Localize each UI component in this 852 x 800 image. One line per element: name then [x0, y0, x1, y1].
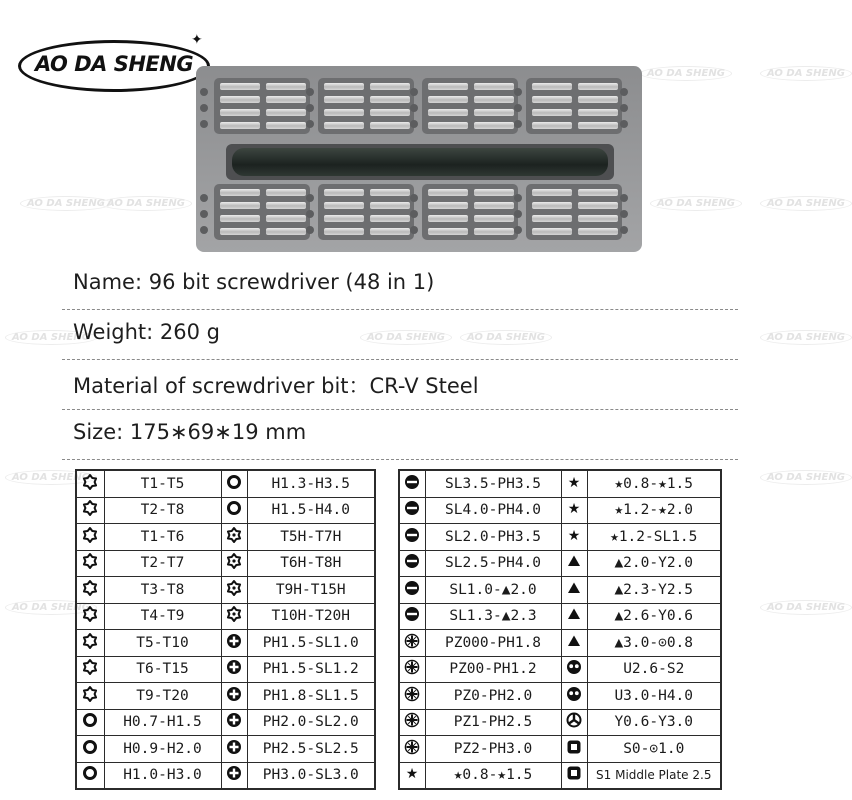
bit-type-cell [76, 762, 104, 789]
bit-size-cell: ▲2.6-Y0.6 [587, 603, 721, 630]
bit-size-cell: ★0.8-★1.5 [587, 470, 721, 497]
watermark: AO DA SHENG [760, 330, 852, 345]
bit-type-cell [76, 497, 104, 524]
pozidriv-icon [404, 633, 420, 653]
screwdriver-bit [474, 228, 514, 235]
watermark: AO DA SHENG [5, 470, 97, 485]
bit-size-cell: SL2.5-PH4.0 [425, 550, 561, 577]
bit-type-cell [561, 736, 587, 763]
spec-divider [62, 309, 738, 310]
screwdriver-bit [428, 202, 468, 209]
two-hole-icon [566, 659, 582, 679]
watermark: AO DA SHENG [100, 196, 192, 211]
bit-size-cell: T5-T10 [104, 630, 221, 657]
table-row [399, 683, 721, 710]
bit-size-cell: ★0.8-★1.5 [425, 762, 561, 789]
screwdriver-bit [324, 109, 364, 116]
screwdriver-bit [266, 109, 306, 116]
torx-hollow-icon [226, 580, 242, 600]
tray-hole [410, 120, 418, 128]
phillips-icon [226, 686, 242, 706]
watermark: AO DA SHENG [760, 66, 852, 81]
tray-hole [306, 210, 314, 218]
bit-type-cell [399, 736, 425, 763]
ring-icon [82, 712, 98, 732]
screwdriver-bit [370, 202, 410, 209]
screwdriver-bit [474, 83, 514, 90]
screwdriver-bit [532, 122, 572, 129]
screwdriver-bit [532, 215, 572, 222]
tray-hole [410, 104, 418, 112]
watermark: AO DA SHENG [20, 196, 112, 211]
screwdriver-bit [474, 215, 514, 222]
bit-size-cell: U2.6-S2 [587, 656, 721, 683]
bit-size-cell: PZ000-PH1.8 [425, 630, 561, 657]
screwdriver-bit [220, 189, 260, 196]
table-row [399, 550, 721, 577]
two-hole-icon [566, 686, 582, 706]
bit-size-cell: PH1.8-SL1.5 [247, 683, 375, 710]
bit-size-cell: PH3.0-SL3.0 [247, 762, 375, 789]
triangle-icon [566, 553, 582, 573]
bit-type-cell [76, 709, 104, 736]
svg-text:★: ★ [567, 474, 581, 491]
bit-type-cell [221, 470, 247, 497]
torx-icon [82, 500, 98, 520]
brand-logo [18, 31, 210, 92]
screwdriver-bit [324, 83, 364, 90]
brand-logo-text: AO DA SHENG [34, 52, 194, 76]
bit-type-cell [399, 762, 425, 789]
bit-type-cell [399, 656, 425, 683]
bit-type-cell [561, 577, 587, 604]
table-row [76, 524, 375, 551]
table-row [399, 603, 721, 630]
table-row [76, 630, 375, 657]
tray-hole [620, 194, 628, 202]
ring-icon [82, 765, 98, 785]
table-row [399, 470, 721, 497]
bit-type-cell [76, 524, 104, 551]
spec-material: Material of screwdriver bit：CR-V Steel [73, 374, 479, 398]
torx-icon [82, 553, 98, 573]
bit-type-cell [221, 736, 247, 763]
screwdriver-bit [532, 83, 572, 90]
bit-type-cell [76, 683, 104, 710]
screwdriver-bit [370, 122, 410, 129]
tray-hole [200, 104, 208, 112]
screwdriver-bit [266, 202, 306, 209]
screwdriver-bit [532, 228, 572, 235]
tray-hole [306, 104, 314, 112]
bit-type-cell [561, 709, 587, 736]
tray-hole [306, 88, 314, 96]
bit-size-cell: SL4.0-PH4.0 [425, 497, 561, 524]
table-row [76, 470, 375, 497]
spec-divider [62, 359, 738, 360]
bit-type-cell [76, 630, 104, 657]
bit-size-cell: T6H-T8H [247, 550, 375, 577]
bit-size-cell: H0.9-H2.0 [104, 736, 221, 763]
screwdriver-bit [428, 109, 468, 116]
table-row [76, 577, 375, 604]
pozidriv-icon [404, 739, 420, 759]
slotted-icon [404, 474, 420, 494]
watermark: AO DA SHENG [5, 600, 97, 615]
screwdriver-bit [428, 189, 468, 196]
phillips-icon [226, 739, 242, 759]
bit-size-cell: H1.3-H3.5 [247, 470, 375, 497]
bit-type-cell [221, 683, 247, 710]
watermark: AO DA SHENG [760, 600, 852, 615]
torx-icon [82, 633, 98, 653]
screwdriver-bit [474, 109, 514, 116]
bit-type-cell [221, 524, 247, 551]
tray-hole [200, 226, 208, 234]
bit-size-cell: PH2.0-SL2.0 [247, 709, 375, 736]
slotted-icon [404, 580, 420, 600]
screwdriver-bit [578, 189, 618, 196]
bit-type-cell [221, 762, 247, 789]
screwdriver-bit [220, 202, 260, 209]
bit-type-cell [561, 470, 587, 497]
bit-type-cell [76, 736, 104, 763]
screwdriver-bit [428, 122, 468, 129]
pozidriv-icon [404, 659, 420, 679]
screwdriver-bit [324, 122, 364, 129]
tray-hole [514, 194, 522, 202]
tray-hole [514, 210, 522, 218]
bit-size-cell: T6-T15 [104, 656, 221, 683]
tray-hole [200, 88, 208, 96]
bit-size-cell: H0.7-H1.5 [104, 709, 221, 736]
screwdriver-bit [220, 228, 260, 235]
screwdriver-bit [428, 228, 468, 235]
screwdriver-bit [370, 96, 410, 103]
torx-hollow-icon [226, 553, 242, 573]
bit-type-cell [399, 497, 425, 524]
spec-divider [62, 409, 738, 410]
ring-icon [82, 739, 98, 759]
bit-type-cell [399, 603, 425, 630]
bit-size-cell: H1.5-H4.0 [247, 497, 375, 524]
table-row [76, 656, 375, 683]
table-row [399, 762, 721, 789]
screwdriver-bit [428, 96, 468, 103]
tray-hole [514, 120, 522, 128]
screwdriver-bit [532, 96, 572, 103]
bit-size-cell: PH1.5-SL1.2 [247, 656, 375, 683]
screwdriver-bit [220, 109, 260, 116]
tray-hole [620, 104, 628, 112]
bit-type-cell [561, 550, 587, 577]
screwdriver-bit [324, 228, 364, 235]
tri-wing-icon [566, 712, 582, 732]
ring-icon [226, 474, 242, 494]
bit-size-cell: PZ2-PH3.0 [425, 736, 561, 763]
screwdriver-bit [428, 83, 468, 90]
bit-size-cell: SL1.0-▲2.0 [425, 577, 561, 604]
bit-type-cell [76, 656, 104, 683]
tray-hole [620, 120, 628, 128]
screwdriver-bit [532, 189, 572, 196]
screwdriver-bit [532, 109, 572, 116]
spec-name: Name: 96 bit screwdriver (48 in 1) [73, 270, 435, 294]
screwdriver-bit [532, 202, 572, 209]
bit-type-cell [221, 497, 247, 524]
bit-size-cell: SL3.5-PH3.5 [425, 470, 561, 497]
bit-size-cell: ▲2.3-Y2.5 [587, 577, 721, 604]
screwdriver-bit [370, 228, 410, 235]
bit-type-cell [399, 470, 425, 497]
star-icon [566, 474, 582, 494]
bit-size-cell: PZ1-PH2.5 [425, 709, 561, 736]
bit-size-cell: PZ00-PH1.2 [425, 656, 561, 683]
tray-hole [620, 210, 628, 218]
screwdriver-bit [428, 215, 468, 222]
table-row [399, 497, 721, 524]
bit-size-cell: T9-T20 [104, 683, 221, 710]
bit-size-cell: ★1.2-SL1.5 [587, 524, 721, 551]
tray-hole [306, 226, 314, 234]
bit-size-cell: T1-T6 [104, 524, 221, 551]
table-row [76, 762, 375, 789]
watermark: AO DA SHENG [650, 196, 742, 211]
spec-weight: Weight: 260 g [73, 320, 220, 344]
screwdriver-bit [578, 202, 618, 209]
table-row [76, 603, 375, 630]
slotted-icon [404, 606, 420, 626]
bit-type-cell [561, 524, 587, 551]
screwdriver-bit [266, 83, 306, 90]
phillips-icon [226, 765, 242, 785]
bit-size-cell: T3-T8 [104, 577, 221, 604]
svg-text:★: ★ [567, 527, 581, 544]
bit-size-cell: T2-T8 [104, 497, 221, 524]
bit-table-left [75, 469, 376, 790]
tray-hole [306, 120, 314, 128]
product-tray-image [196, 66, 642, 252]
watermark: AO DA SHENG [5, 330, 97, 345]
bit-type-cell [399, 683, 425, 710]
triangle-icon [566, 580, 582, 600]
table-row [76, 736, 375, 763]
bit-size-cell: ★1.2-★2.0 [587, 497, 721, 524]
slotted-icon [404, 527, 420, 547]
phillips-icon [226, 633, 242, 653]
screwdriver-bit [578, 83, 618, 90]
bit-type-cell [561, 683, 587, 710]
bit-type-cell [399, 577, 425, 604]
tray-hole [410, 194, 418, 202]
screwdriver-bit [370, 215, 410, 222]
screwdriver-bit [324, 96, 364, 103]
screwdriver-bit [578, 215, 618, 222]
table-row [399, 656, 721, 683]
screwdriver-bit [370, 83, 410, 90]
screwdriver-bit [220, 215, 260, 222]
screwdriver-bit [578, 122, 618, 129]
bit-table-right [398, 469, 722, 790]
screwdriver-bit [474, 202, 514, 209]
phillips-icon [226, 712, 242, 732]
phillips-icon [226, 659, 242, 679]
screwdriver-bit [220, 83, 260, 90]
bit-size-cell: T4-T9 [104, 603, 221, 630]
screwdriver-bit [474, 189, 514, 196]
bit-size-cell: SL1.3-▲2.3 [425, 603, 561, 630]
bit-type-cell [561, 497, 587, 524]
bit-type-cell [561, 603, 587, 630]
bit-size-cell: ▲3.0-⊙0.8 [587, 630, 721, 657]
triangle-icon [566, 606, 582, 626]
svg-text:★: ★ [567, 501, 581, 518]
bit-type-cell [561, 630, 587, 657]
slotted-icon [404, 553, 420, 573]
star-icon [566, 500, 582, 520]
tray-hole [514, 104, 522, 112]
screwdriver-bit [324, 189, 364, 196]
svg-text:★: ★ [405, 766, 419, 783]
screwdriver-bit [266, 122, 306, 129]
tray-hole [410, 226, 418, 234]
bit-type-cell [399, 550, 425, 577]
bit-size-cell: ▲2.0-Y2.0 [587, 550, 721, 577]
bit-type-cell [221, 603, 247, 630]
square-icon [566, 765, 582, 785]
screwdriver-bit [266, 228, 306, 235]
tray-hole [200, 210, 208, 218]
table-row [76, 683, 375, 710]
screwdriver-bit [266, 215, 306, 222]
bit-size-cell: S0-⊙1.0 [587, 736, 721, 763]
bit-type-cell [76, 550, 104, 577]
tray-hole [514, 226, 522, 234]
slotted-icon [404, 500, 420, 520]
spec-divider [62, 459, 738, 460]
screwdriver-bit [220, 122, 260, 129]
bit-size-cell: T9H-T15H [247, 577, 375, 604]
table-row [76, 709, 375, 736]
bit-size-cell: T5H-T7H [247, 524, 375, 551]
bit-type-cell [221, 577, 247, 604]
screwdriver-bit [370, 189, 410, 196]
bit-size-cell: T10H-T20H [247, 603, 375, 630]
bit-type-cell [561, 656, 587, 683]
bit-type-cell [561, 762, 587, 789]
table-row [399, 524, 721, 551]
star-icon [566, 527, 582, 547]
triangle-icon [566, 633, 582, 653]
torx-icon [82, 474, 98, 494]
square-icon [566, 739, 582, 759]
table-row [76, 550, 375, 577]
bit-size-cell: Y0.6-Y3.0 [587, 709, 721, 736]
bit-type-cell [399, 709, 425, 736]
tray-hole [306, 194, 314, 202]
bit-size-cell: PZ0-PH2.0 [425, 683, 561, 710]
bit-size-cell: PH2.5-SL2.5 [247, 736, 375, 763]
screwdriver-bit [578, 96, 618, 103]
screwdriver-handle [232, 148, 608, 176]
watermark: AO DA SHENG [760, 470, 852, 485]
bit-size-cell: SL2.0-PH3.5 [425, 524, 561, 551]
torx-icon [82, 606, 98, 626]
screwdriver-bit [266, 96, 306, 103]
tray-hole [410, 88, 418, 96]
bit-size-cell: U3.0-H4.0 [587, 683, 721, 710]
screwdriver-bit [474, 122, 514, 129]
screwdriver-bit [266, 189, 306, 196]
watermark: AO DA SHENG [760, 196, 852, 211]
torx-hollow-icon [226, 606, 242, 626]
torx-icon [82, 659, 98, 679]
screwdriver-bit [220, 96, 260, 103]
watermark: AO DA SHENG [460, 330, 552, 345]
pozidriv-icon [404, 712, 420, 732]
tray-hole [410, 210, 418, 218]
tray-hole [620, 226, 628, 234]
bit-size-cell: H1.0-H3.0 [104, 762, 221, 789]
table-row [399, 577, 721, 604]
bit-size-cell: T2-T7 [104, 550, 221, 577]
watermark: AO DA SHENG [360, 330, 452, 345]
table-row [399, 630, 721, 657]
bit-type-cell [76, 470, 104, 497]
torx-hollow-icon [226, 527, 242, 547]
screwdriver-bit [578, 109, 618, 116]
bit-type-cell [221, 630, 247, 657]
bit-size-cell: T1-T5 [104, 470, 221, 497]
screwdriver-bit [370, 109, 410, 116]
tray-hole [620, 88, 628, 96]
bit-type-cell [399, 630, 425, 657]
watermark: AO DA SHENG [640, 66, 732, 81]
logo-star-icon: ✦ [191, 31, 203, 47]
star-icon [404, 765, 420, 785]
bit-size-cell: PH1.5-SL1.0 [247, 630, 375, 657]
torx-icon [82, 580, 98, 600]
bit-type-cell [399, 524, 425, 551]
screwdriver-bit [474, 96, 514, 103]
tray-hole [200, 120, 208, 128]
pozidriv-icon [404, 686, 420, 706]
tray-hole [514, 88, 522, 96]
bit-type-cell [76, 603, 104, 630]
tray-hole [200, 194, 208, 202]
spec-size: Size: 175∗69∗19 mm [73, 420, 307, 444]
torx-icon [82, 527, 98, 547]
table-row [76, 497, 375, 524]
torx-icon [82, 686, 98, 706]
screwdriver-bit [324, 202, 364, 209]
bit-type-cell [221, 656, 247, 683]
table-row [399, 736, 721, 763]
table-row [399, 709, 721, 736]
bit-type-cell [221, 709, 247, 736]
bit-size-cell: S1 Middle Plate 2.5 [587, 762, 721, 789]
screwdriver-bit [578, 228, 618, 235]
bit-type-cell [221, 550, 247, 577]
screwdriver-bit [324, 215, 364, 222]
ring-icon [226, 500, 242, 520]
bit-type-cell [76, 577, 104, 604]
